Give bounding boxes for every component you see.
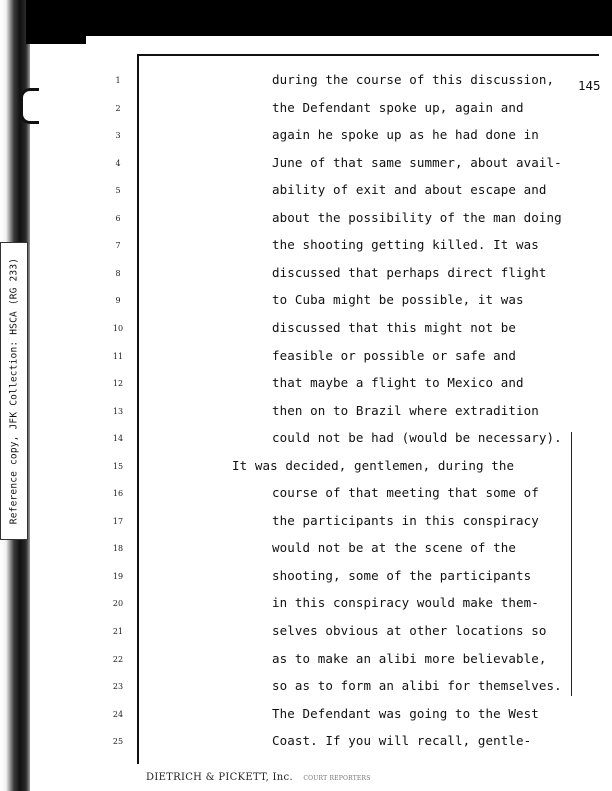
transcript-line: in this conspiracy would make them- <box>272 595 539 611</box>
footer <box>146 772 371 783</box>
page-number: 145 <box>578 78 601 93</box>
line-number: 13 <box>112 406 124 416</box>
line-number: 22 <box>112 654 124 664</box>
line-number: 18 <box>112 544 124 554</box>
transcript-line: about the possibility of the man doing <box>272 209 562 225</box>
line-number: 7 <box>115 241 121 251</box>
line-number: 12 <box>112 379 124 389</box>
transcript-line: could not be had (would be necessary). <box>272 430 562 446</box>
transcript-line: during the course of this discussion, <box>272 72 555 87</box>
line-number: 17 <box>112 516 124 526</box>
transcript-line: feasible or possible or safe and <box>272 347 517 363</box>
line-number: 5 <box>115 186 121 196</box>
transcript-line: to Cuba might be possible, it was <box>272 292 524 308</box>
line-number: 10 <box>112 323 124 333</box>
transcript-line: shooting, some of the participants <box>272 567 532 583</box>
transcript-line: June of that same summer, about avail- <box>272 154 562 170</box>
scan-top-shadow <box>26 0 612 36</box>
line-number: 11 <box>112 351 124 361</box>
line-number: 16 <box>112 489 124 499</box>
line-number: 24 <box>112 709 124 719</box>
archive-stamp <box>0 242 28 540</box>
footer-firm: DIETRICH & PICKETT, Inc. <box>146 772 293 783</box>
right-margin-rule <box>571 432 572 696</box>
transcript-line: the participants in this conspiracy <box>272 512 539 528</box>
transcript-line: discussed that this might not be <box>272 319 517 335</box>
line-number: 3 <box>115 131 121 141</box>
transcript-line: the shooting getting killed. It was <box>272 237 539 253</box>
archive-stamp-text: Reference copy, JFK Collection: HSCA (RG 233) <box>8 257 20 525</box>
line-number: 4 <box>115 158 121 168</box>
transcript-line: would not be at the scene of the <box>272 540 517 556</box>
line-number: 20 <box>112 599 124 609</box>
line-number: 21 <box>112 627 124 636</box>
line-number: 23 <box>112 682 124 692</box>
transcript-line: course of that meeting that some of <box>272 485 539 501</box>
transcript-line: again he spoke up as he had done in <box>272 127 539 143</box>
line-number: 6 <box>115 213 121 223</box>
transcript-line: selves obvious at other locations so <box>272 623 547 638</box>
line-number: 8 <box>115 268 121 278</box>
line-number: 14 <box>112 434 124 444</box>
transcript-line: The Defendant was going to the West <box>272 705 539 721</box>
line-number: 19 <box>112 571 124 581</box>
transcript-line: so as to form an alibi for themselves. <box>272 678 562 694</box>
transcript-line: that maybe a flight to Mexico and <box>272 375 524 391</box>
footer-faint-text: COURT REPORTERS <box>303 775 371 782</box>
transcript-line: the Defendant spoke up, again and <box>272 99 524 115</box>
transcript-line: as to make an alibi more believable, <box>272 650 547 666</box>
transcript-line: ability of exit and about escape and <box>272 182 547 198</box>
line-number: 25 <box>112 737 124 747</box>
line-number: 2 <box>115 103 121 113</box>
transcript-line: Coast. If you will recall, gentle- <box>272 733 532 749</box>
transcript-line: discussed that perhaps direct flight <box>272 264 547 280</box>
line-number: 15 <box>112 461 124 471</box>
transcript-line: It was decided, gentlemen, during the <box>232 457 515 473</box>
transcript-line: then on to Brazil where extradition <box>272 402 539 418</box>
line-number: 9 <box>115 296 121 306</box>
binder-clip-icon <box>20 88 39 124</box>
scan-top-shadow-notch <box>26 36 86 44</box>
line-number: 1 <box>115 76 121 85</box>
